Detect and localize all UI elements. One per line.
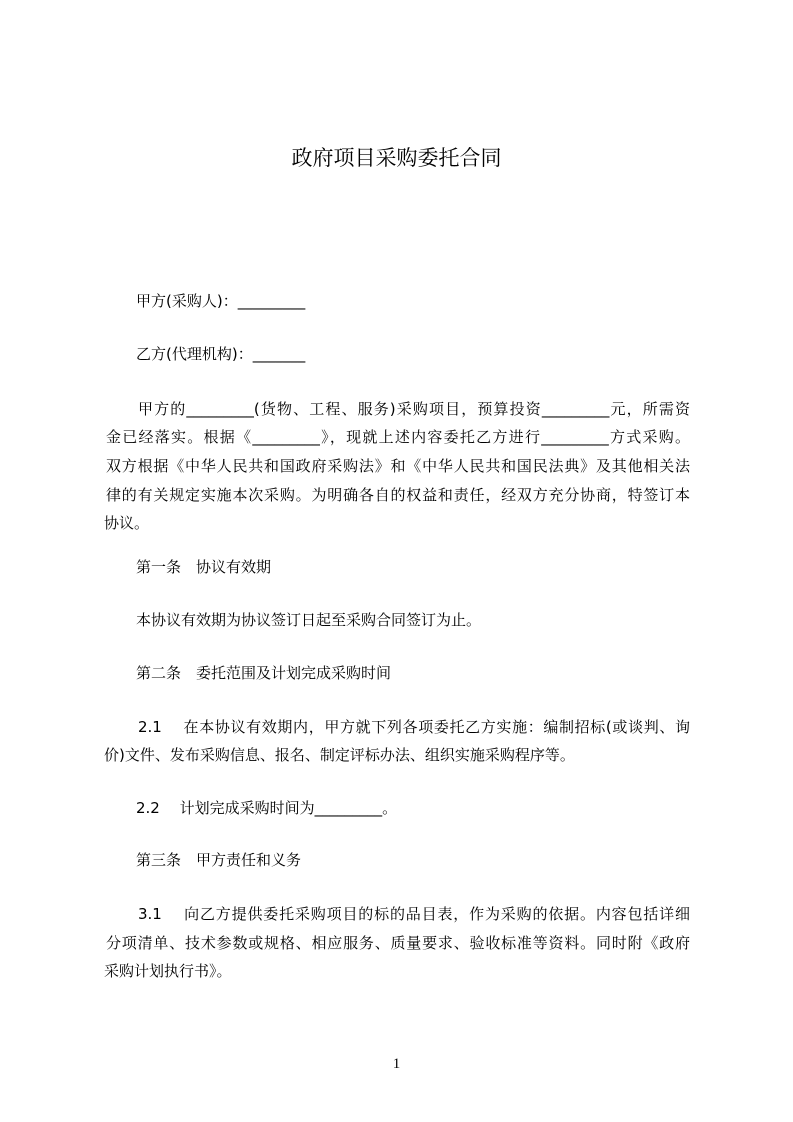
article-1-body: 本协议有效期为协议签订日起至采购合同签订为止。	[136, 611, 482, 629]
clause-2-1-line: 2.1 在本协议有效期内，甲方就下列各项委托乙方实施：编制招标(或谈判、询	[138, 718, 690, 736]
preamble-line: 金已经落实。根据《_________》，现就上述内容委托乙方进行_________方式采购。	[106, 428, 690, 446]
document-title: 政府项目采购委托合同	[291, 146, 502, 170]
clause-3-1-line: 采购计划执行书》。	[104, 962, 232, 980]
preamble-line: 律的有关规定实施本次采购。为明确各自的权益和责任，经双方充分协商，特签订本	[106, 486, 690, 504]
page-number: 1	[392, 1056, 401, 1072]
preamble-line: 双方根据《中华人民共和国政府采购法》和《中华人民共和国民法典》及其他相关法	[106, 457, 690, 475]
party-b: 乙方(代理机构)：_______	[136, 345, 306, 363]
preamble-line: 协议。	[104, 514, 150, 532]
article-3-heading: 第三条 甲方责任和义务	[136, 851, 302, 869]
clause-3-1-line: 分项清单、技术参数或规格、相应服务、质量要求、验收标准等资料。同时附《政府	[106, 934, 690, 952]
clause-2-1-line: 价)文件、发布采购信息、报名、制定评标办法、组织实施采购程序等。	[104, 746, 575, 764]
article-2-heading: 第二条 委托范围及计划完成采购时间	[136, 664, 392, 682]
preamble-line: 甲方的_________(货物、工程、服务)采购项目，预算投资_________元，所需资	[138, 400, 690, 418]
party-a: 甲方(采购人)：_________	[136, 292, 306, 310]
clause-3-1-line: 3.1 向乙方提供委托采购项目的标的品目表，作为采购的依据。内容包括详细	[138, 905, 690, 923]
article-1-heading: 第一条 协议有效期	[136, 558, 272, 576]
clause-2-2: 2.2 计划完成采购时间为_________。	[136, 799, 398, 817]
